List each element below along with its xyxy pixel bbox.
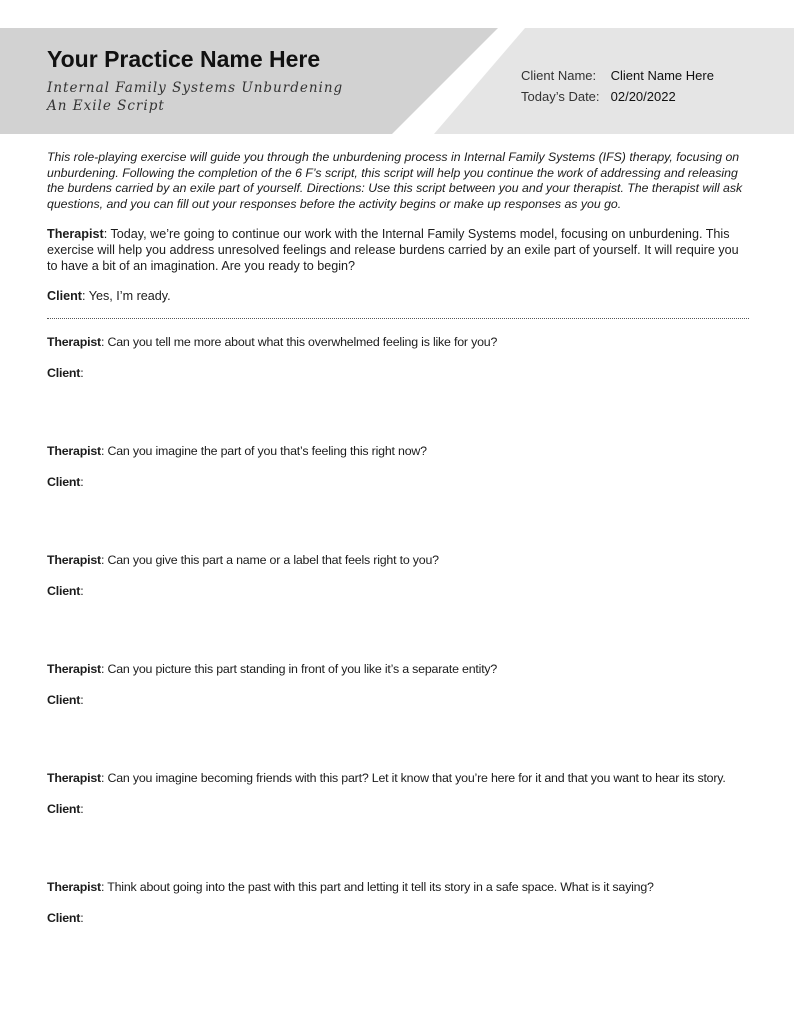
client-response[interactable] (47, 911, 751, 926)
question-text: : Can you imagine the part of you that’s feeling this right now? (100, 444, 427, 458)
dialogue-item-6 (47, 880, 751, 926)
script-title (47, 79, 427, 115)
opening-client-line (47, 289, 751, 305)
speaker-client: Client (47, 911, 81, 925)
client-name-value[interactable]: Client Name Here (610, 68, 714, 83)
speaker-therapist: Therapist (47, 553, 101, 567)
speaker-client: Client (47, 289, 82, 303)
script-title-line-2: An Exile Script (47, 98, 165, 114)
therapist-question (47, 771, 751, 786)
client-response[interactable] (47, 802, 751, 817)
intro-paragraph: This role-playing exercise will guide you through the unburdening process in Internal Family Systems (IFS) therapy, focusing on unburdening. Following the completion of the 6 F’s script, this script will help you continue the work of addressing and releasing the burdens carried by an exile part of yourself. Directions: Use this script between you and your therapist. The therapist will ask questions, and you can fill out your responses before the activity begins or make up responses as you go. (47, 150, 743, 211)
opening-therapist-line (47, 227, 751, 274)
client-response[interactable] (47, 475, 751, 490)
client-name-label: Client Name: (521, 68, 597, 83)
speaker-client: Client (47, 802, 81, 816)
client-colon: : (80, 802, 84, 816)
dialogue-item-4 (47, 662, 751, 708)
therapist-question (47, 335, 751, 350)
dialogue-item-5 (47, 771, 751, 817)
client-colon: : (80, 911, 84, 925)
question-text: : Can you imagine becoming friends with this part? Let it know that you’re here for it and that you want to hear its story. (100, 771, 726, 785)
question-text: : Can you tell me more about what this overwhelmed feeling is like for you? (100, 335, 498, 349)
client-colon: : (80, 693, 84, 707)
question-text: : Can you give this part a name or a label that feels right to you? (100, 553, 439, 567)
dialogue-item-2 (47, 444, 751, 490)
date-value[interactable]: 02/20/2022 (610, 89, 676, 104)
client-colon: : (80, 366, 84, 380)
client-response[interactable] (47, 584, 751, 599)
therapist-question (47, 553, 751, 568)
client-colon: : (80, 475, 84, 489)
client-name-row (521, 68, 714, 83)
speaker-client: Client (47, 584, 81, 598)
speaker-therapist: Therapist (47, 880, 101, 894)
speaker-therapist: Therapist (47, 771, 101, 785)
section-divider (47, 318, 749, 319)
speaker-therapist: Therapist (47, 227, 104, 241)
opening-therapist-text: : Today, we’re going to continue our work with the Internal Family Systems model, focusing on unburdening. This exercise will help you address unresolved feelings and release burdens carried by an exile part of yourself. It will require you to have a bit of an imagination. Are you ready to begin? (47, 227, 739, 273)
therapist-question (47, 662, 751, 677)
script-title-line-1: Internal Family Systems Unburdening (47, 80, 344, 96)
speaker-client: Client (47, 693, 81, 707)
question-text: : Think about going into the past with this part and letting it tell its story in a safe space. What is it saying? (100, 880, 654, 894)
client-colon: : (80, 584, 84, 598)
question-text: : Can you picture this part standing in front of you like it’s a separate entity? (100, 662, 498, 676)
client-response[interactable] (47, 693, 751, 708)
speaker-client: Client (47, 475, 81, 489)
practice-name: Your Practice Name Here (47, 46, 321, 72)
speaker-therapist: Therapist (47, 335, 101, 349)
date-row (521, 89, 676, 104)
opening-client-text: : Yes, I’m ready. (81, 289, 171, 303)
date-label: Today’s Date: (521, 89, 600, 104)
dialogue-item-1 (47, 335, 751, 381)
therapist-question (47, 444, 751, 459)
speaker-client: Client (47, 366, 81, 380)
therapist-question (47, 880, 751, 895)
speaker-therapist: Therapist (47, 444, 101, 458)
speaker-therapist: Therapist (47, 662, 101, 676)
dialogue-item-3 (47, 553, 751, 599)
client-response[interactable] (47, 366, 751, 381)
